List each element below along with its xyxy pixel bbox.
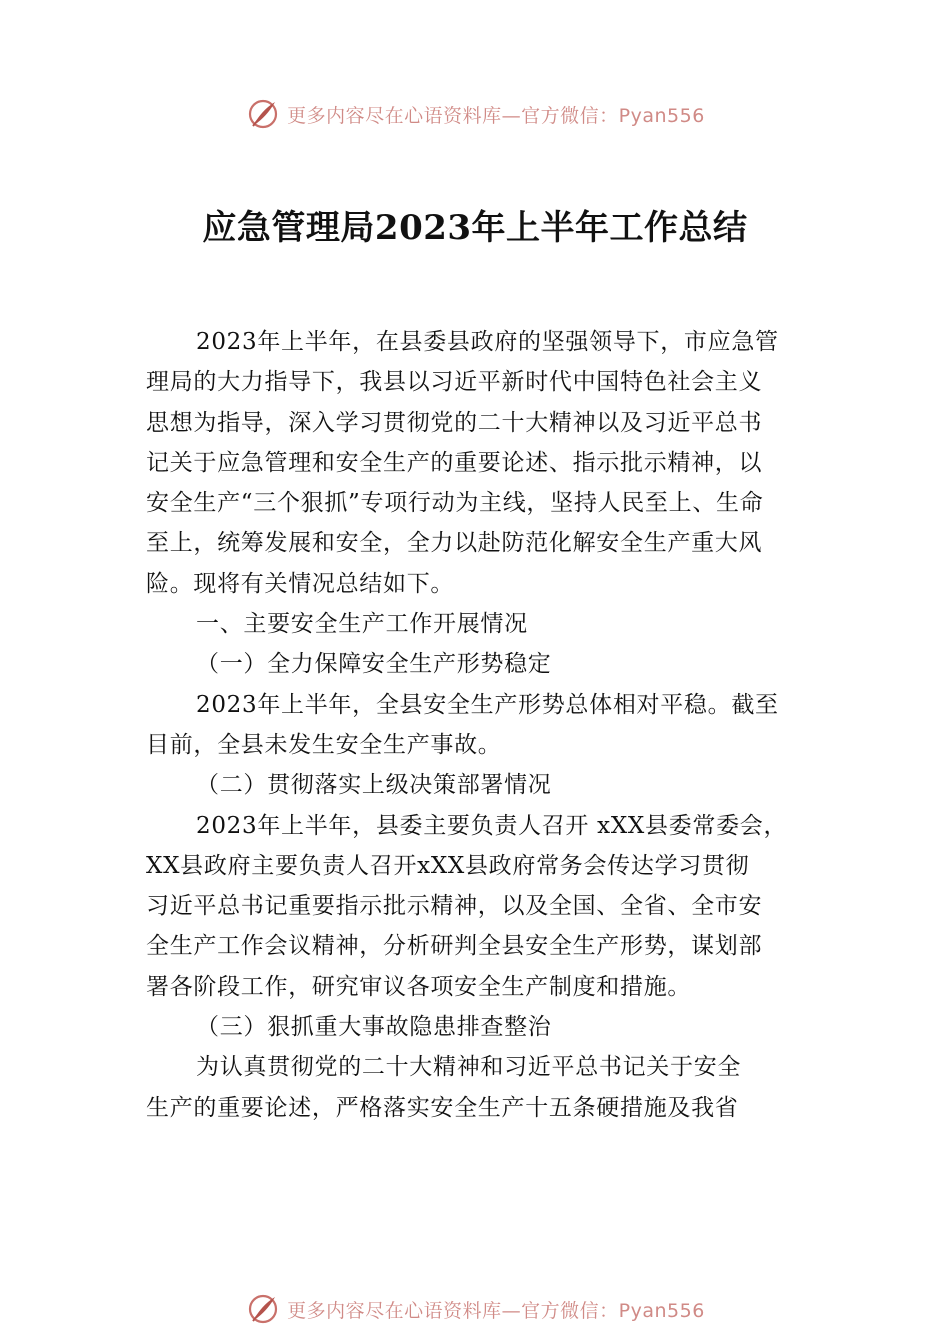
document-title: 应急管理局2023年上半年工作总结 [202,208,748,248]
paragraph-line: 险。现将有关情况总结如下。 [146,570,455,597]
section-heading: 一、主要安全生产工作开展情况 [196,611,528,638]
paragraph-line: 生产的重要论述，严格落实安全生产十五条硬措施及我省 [146,1094,739,1121]
paragraph-line: 2023年上半年，全县安全生产形势总体相对平稳。截至 [196,691,779,718]
document-body [146,322,810,1128]
subsection-heading: （三）狠抓重大事故隐患排查整治 [196,1014,552,1041]
wechat-id: Pyan556 [618,1299,705,1322]
paragraph-line: 至上，统筹发展和安全，全力以赴防范化解安全生产重大风 [146,530,763,557]
footer-watermark [0,1289,950,1329]
watermark-text: 更多内容尽在心语资料库—官方微信：Pyan556 [287,1299,705,1322]
paragraph-line: 目前，全县未发生安全生产事故。 [146,731,502,758]
paragraph-line: 记关于应急管理和安全生产的重要论述、指示批示精神，以 [146,449,763,476]
paragraph-line: 2023年上半年，在县委县政府的坚强领导下，市应急管 [196,329,779,355]
watermark-text: 更多内容尽在心语资料库—官方微信：Pyan556 [287,104,705,127]
quill-pen-circle-icon [245,96,281,132]
paragraph-line: 思想为指导，深入学习贯彻党的二十大精神以及习近平总书 [146,409,763,436]
subsection-heading: （二）贯彻落实上级决策部署情况 [196,772,552,799]
paragraph-line: 习近平总书记重要指示批示精神，以及全国、全省、全市安 [146,893,763,920]
paragraph-line: 2023年上半年，县委主要负责人召开 xXX县委常委会， [196,812,788,839]
header-watermark [0,94,950,134]
paragraph-line: 理局的大力指导下，我县以习近平新时代中国特色社会主义 [146,369,763,396]
paragraph-line: XX县政府主要负责人召开xXX县政府常务会传达学习贯彻 [146,852,750,879]
wechat-id: Pyan556 [618,104,705,127]
paragraph-line: 安全生产“三个狠抓”专项行动为主线，坚持人民至上、生命 [146,490,764,517]
subsection-heading: （一）全力保障安全生产形势稳定 [196,651,552,678]
paragraph-line: 署各阶段工作，研究审议各项安全生产制度和措施。 [146,973,692,1000]
quill-pen-circle-icon [245,1291,281,1327]
paragraph-line: 全生产工作会议精神，分析研判全县安全生产形势，谋划部 [146,933,763,960]
paragraph-line: 为认真贯彻党的二十大精神和习近平总书记关于安全 [196,1054,742,1081]
